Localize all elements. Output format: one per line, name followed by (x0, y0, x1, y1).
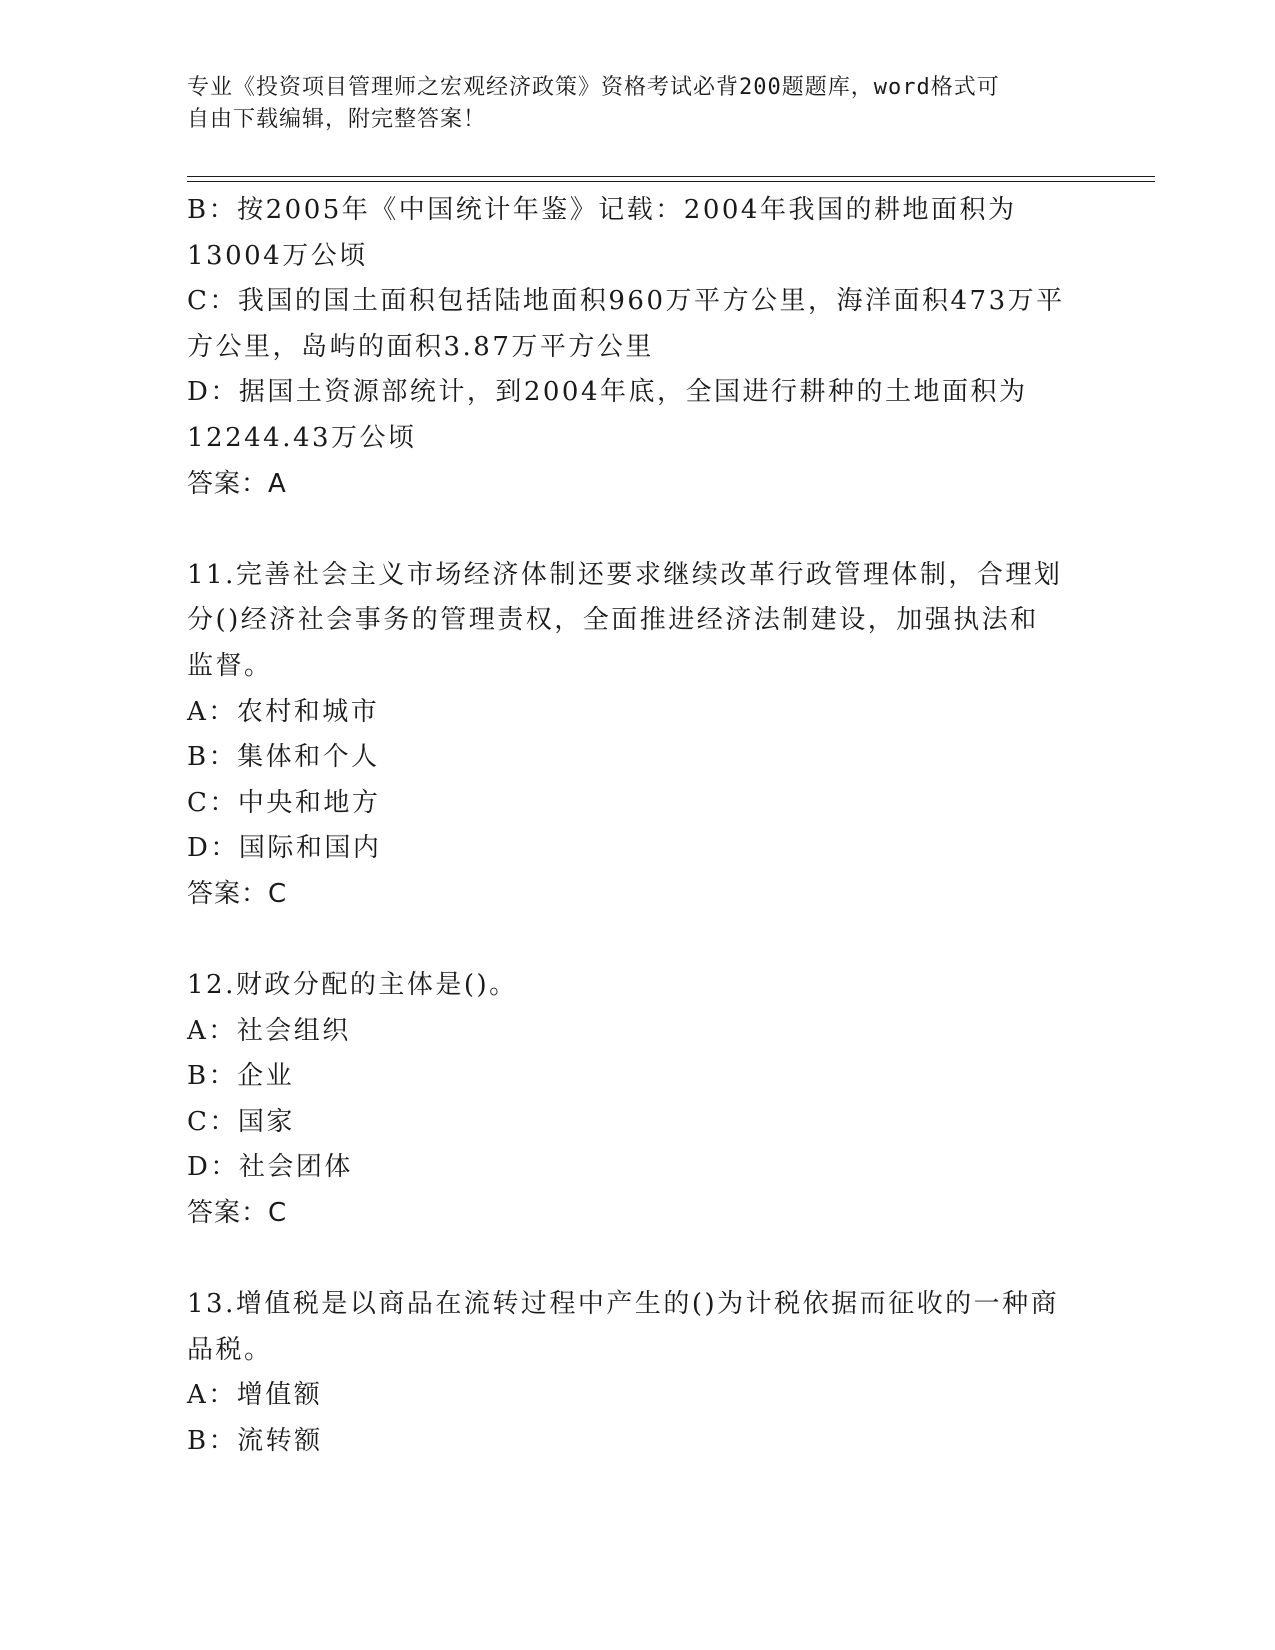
question-12-block (187, 963, 1067, 1237)
question-10-block (187, 188, 1067, 507)
option-c: C：国家 (187, 1106, 295, 1137)
option-d-line-2: 12244.43万公顷 (187, 422, 417, 453)
option-c-line-2: 方公里，岛屿的面积3.87万平方公里 (187, 331, 654, 362)
option-b-line-1: B：按2005年《中国统计年鉴》记载：2004年我国的耕地面积为 (187, 195, 1017, 225)
question-stem-line-1: 11.完善社会主义市场经济体制还要求继续改革行政管理体制，合理划 (187, 559, 1063, 590)
option-a: A：社会组织 (187, 1015, 351, 1046)
option-d: D：国际和国内 (187, 833, 382, 864)
header-line-2: 自由下载编辑，附完整答案！ (187, 107, 487, 132)
header-line-1: 专业《投资项目管理师之宏观经济政策》资格考试必背200题题库，word格式可 (187, 75, 1000, 100)
option-c-line-1: C：我国的国土面积包括陆地面积960万平方公里，海洋面积473万平 (187, 286, 1065, 317)
question-stem-line-3: 监督。 (187, 650, 273, 681)
spacer (187, 918, 1067, 964)
option-c: C：中央和地方 (187, 787, 381, 818)
option-b: B：集体和个人 (187, 742, 380, 773)
answer-line: 答案：A (187, 468, 287, 499)
document-body (187, 188, 1067, 1465)
option-d: D：社会团体 (187, 1152, 353, 1183)
question-13-block (187, 1282, 1067, 1464)
answer-line: 答案：C (187, 1198, 288, 1229)
spacer (187, 1237, 1067, 1283)
document-header (187, 72, 1067, 136)
spacer (187, 507, 1067, 553)
option-b: B：企业 (187, 1061, 295, 1092)
question-stem-line-1: 12.财政分配的主体是()。 (187, 970, 518, 1001)
option-b: B：流转额 (187, 1426, 323, 1457)
header-divider (187, 176, 1155, 182)
question-stem-line-2: 品税。 (187, 1334, 273, 1365)
question-11-block (187, 553, 1067, 918)
option-a: A：增值额 (187, 1380, 323, 1411)
question-stem-line-1: 13.增值税是以商品在流转过程中产生的()为计税依据而征收的一种商 (187, 1289, 1060, 1320)
option-a: A：农村和城市 (187, 696, 380, 727)
option-b-line-2: 13004万公顷 (187, 240, 368, 271)
question-stem-line-2: 分()经济社会事务的管理责权，全面推进经济法制建设，加强执法和 (187, 605, 1039, 636)
answer-line: 答案：C (187, 878, 288, 909)
option-d-line-1: D：据国土资源部统计，到2004年底，全国进行耕种的土地面积为 (187, 377, 1028, 408)
